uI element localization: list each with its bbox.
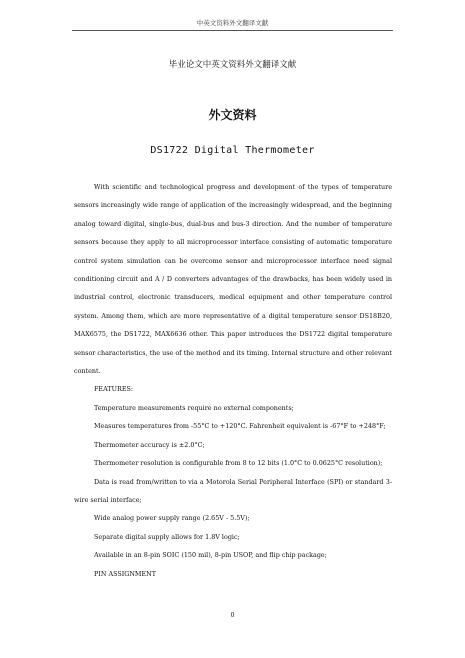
feature-item: Separate digital supply allows for 1.8V logic;	[94, 532, 240, 541]
header-rule	[72, 30, 393, 31]
feature-item: Temperature measurements require no external components;	[94, 403, 294, 412]
feature-item: Data is read from/written to via a Motorola Serial Peripheral Interface (SPI) or standard 3-wire serial interface;	[74, 477, 392, 504]
pin-assignment-heading: PIN ASSIGNMENT	[94, 569, 156, 578]
running-header: 中英文资料外文翻译文献	[196, 19, 269, 27]
document-title: DS1722 Digital Thermometer	[150, 145, 315, 156]
page-number: 0	[230, 612, 235, 619]
feature-item: Measures temperatures from -55°C to +120°C. Fahrenheit equivalent is -67°F to +248°F;	[94, 422, 386, 431]
intro-paragraph: With scientific and technological progress and development of the types of temperature sensors increasingly wide range of application of the increasingly widespread, and the beginning analog toward digital, single-bus, dual-bus and bus-3 direction. And the number of temperature sensors because they apply to all microprocessor interface consisting of automatic temperature control system simulation can be overcome sensor and microprocessor interface need signal conditioning circuit and A / D converters advantages of the drawbacks, has been widely used in industrial control, electronic transducers, medical equipment and other temperature control system. Among them, which are more representative of a digital temperature sensor DS18B20, MAX6575, the DS1722, MAX6636 other. This paper introduces the DS1722 digital temperature sensor characteristics, the use of the method and its timing. Internal structure and other relevant content.	[74, 183, 392, 376]
document-subtitle: 毕业论文中英文资料外文翻译文献	[168, 60, 297, 70]
document-heading: 外文资料	[208, 108, 257, 122]
features-heading: FEATURES:	[94, 385, 134, 394]
body-text	[74, 178, 392, 583]
feature-item: Available in an 8-pin SOIC (150 mil), 8-pin USOP, and flip chip package;	[94, 551, 327, 560]
feature-item: Wide analog power supply range (2.65V - 5.5V);	[94, 514, 250, 523]
feature-item: Thermometer accuracy is ±2.0°C;	[94, 440, 205, 449]
feature-item: Thermometer resolution is configurable from 8 to 12 bits (1.0°C to 0.0625°C resolution);	[94, 459, 383, 468]
